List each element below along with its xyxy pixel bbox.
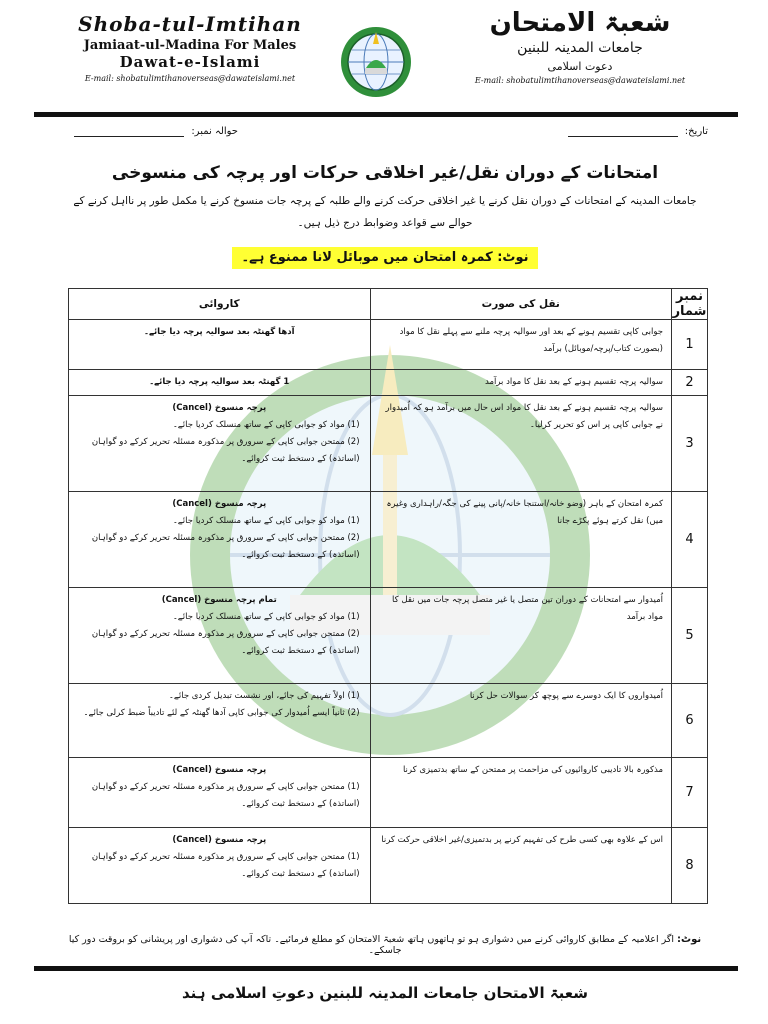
date-label: تاریخ: [684,126,708,137]
footer-organization: شعبۃ الامتحان جامعات المدینہ للبنین دعوتِ اسلامی ہند [182,984,588,1002]
row-action [69,684,371,758]
row-serial: 4 [672,492,708,588]
action-heading: پرچہ منسوخ (Cancel) [172,403,267,413]
table-header-row [69,289,708,320]
action-step: (1) اولاً تفہیم کی جائے، اور نشست تبدیل کردی جائے۔ [168,691,360,701]
header-action: کاروائی [69,289,371,320]
ur-title: شعبۃ الامتحان [489,8,671,38]
action-heading: تمام پرچہ منسوخ (Cancel) [161,595,277,605]
row-case: اُمیدواروں کا ایک دوسرے سے پوچھ کر سوالات حل کرنا [370,684,671,758]
row-action [69,396,371,492]
row-action [69,758,371,828]
table-row [69,320,708,370]
action-step: (1) ممتحن جوابی کاپی کے سرورق پر مذکورہ مسئلہ تحریر کرکے دو گواہان (اساتذہ) کے دستخط ثبت کروائے۔ [91,782,360,809]
action-heading: پرچہ منسوخ (Cancel) [172,835,267,845]
ur-email: E-mail: shobatulimtihanoverseas@dawateislami.net [474,76,686,85]
reference-field [74,126,238,137]
letterhead-english [50,12,330,83]
action-heading: آدھا گھنٹہ بعد سوالیہ پرچہ دیا جائے۔ [143,327,295,337]
footnote-label: نوٹ: [677,934,702,945]
footer-divider [34,966,738,971]
row-case: جوابی کاپی تقسیم ہونے کے بعد اور سوالیہ پرچہ ملنے سے پہلے نقل کا مواد (بصورت کتاب/پرچہ/موبائل) برآمد [370,320,671,370]
row-action [69,320,371,370]
table-row [69,588,708,684]
ur-organization: دعوت اسلامی [547,60,613,73]
footnote-text: اگر اعلامیہ کے مطابق کاروائی کرنے میں دشواری ہو تو ہاتھوں ہاتھ شعبۃ الامتحان کو مطلع فرمائیے۔ تاکہ آپ کی دشواری اور پریشانی کو بروقت دور کیا جاسکے۔ [68,934,675,956]
row-serial: 7 [672,758,708,828]
row-serial: 8 [672,828,708,904]
intro-paragraph: جامعات المدینہ کے امتحانات کے دوران نقل کرنے یا غیر اخلاقی حرکت کرنے والے طلبہ کے پرچہ جات منسوخ کرنے یا مکمل طور پر نااہل کرنے کے حوالے سے قواعد وضوابط درج ذیل ہیں۔ [73,195,697,229]
reference-label: حوالہ نمبر: [191,126,238,137]
row-serial: 6 [672,684,708,758]
action-heading: 1 گھنٹہ بعد سوالیہ پرچہ دیا جائے۔ [149,377,290,387]
row-serial: 1 [672,320,708,370]
row-serial: 5 [672,588,708,684]
table-row [69,828,708,904]
row-case: سوالیہ پرچہ تقسیم ہونے کے بعد نقل کا مواد اس حال میں برآمد ہو کہ اُمیدوار نے جوابی کاپی پر اس کو تحریر کرلیا۔ [370,396,671,492]
document-title: امتحانات کے دوران نقل/غیر اخلاقی حرکات اور پرچہ کی منسوخی [111,163,659,183]
rules-table [68,288,708,904]
row-case: اس کے علاوہ بھی کسی طرح کی تفہیم کرنے پر بدتمیزی/غیر اخلاقی حرکت کرنا [370,828,671,904]
action-step: (1) مواد کو جوابی کاپی کے ساتھ منسلک کردیا جائے۔ [172,420,360,430]
header-divider [34,112,738,117]
en-email: E-mail: shobatulimtihanoverseas@dawateislami.net [84,74,296,83]
date-field [568,126,708,137]
action-heading: پرچہ منسوخ (Cancel) [172,765,267,775]
reference-blank-line [74,136,184,137]
globe-logo-icon [340,22,412,100]
row-case: اُمیدوار سے امتحانات کے دوران تین متصل یا غیر متصل پرچہ جات میں نقل کا مواد برآمد [370,588,671,684]
letterhead-urdu [440,8,720,85]
en-title: Shoba-tul-Imtihan [78,12,302,36]
action-step: (2) ثانیاً ایسے اُمیدوار کی جوابی کاپی آدھا گھنٹہ کے لئے تادیباً ضبط کرلی جائے۔ [83,708,360,718]
action-step: (2) ممتحن جوابی کاپی کے سرورق پر مذکورہ مسئلہ تحریر کرکے دو گواہان (اساتذہ) کے دستخط ثبت کروائے۔ [91,629,360,656]
table-row [69,396,708,492]
row-action [69,828,371,904]
footnote [60,934,710,956]
row-case: سوالیہ پرچہ تقسیم ہونے کے بعد نقل کا مواد برآمد [370,370,671,396]
row-action [69,588,371,684]
ur-subtitle: جامعات المدینہ للبنین [517,40,643,56]
en-organization: Dawat-e-Islami [119,53,261,71]
table-row [69,370,708,396]
row-case: کمرہ امتحان کے باہر (وضو خانہ/استنجا خانہ/پانی پینے کی جگہ/راہداری وغیرہ میں) نقل کرتے ہوئے پکڑے جانا [370,492,671,588]
row-action [69,370,371,396]
action-step: (1) ممتحن جوابی کاپی کے سرورق پر مذکورہ مسئلہ تحریر کرکے دو گواہان (اساتذہ) کے دستخط ثبت کروائے۔ [91,852,360,879]
en-subtitle: Jamiaat-ul-Madina For Males [83,38,297,53]
action-step: (1) مواد کو جوابی کاپی کے ساتھ منسلک کردیا جائے۔ [172,516,360,526]
row-serial: 2 [672,370,708,396]
table-row [69,758,708,828]
date-blank-line [568,136,678,137]
action-step: (2) ممتحن جوابی کاپی کے سرورق پر مذکورہ مسئلہ تحریر کرکے دو گواہان (اساتذہ) کے دستخط ثبت کروائے۔ [91,533,360,560]
row-serial: 3 [672,396,708,492]
header-case: نقل کی صورت [370,289,671,320]
mobile-ban-note: نوٹ: کمرہ امتحان میں موبائل لانا ممنوع ہے۔ [232,247,538,269]
table-row [69,684,708,758]
letterhead [0,0,768,112]
action-heading: پرچہ منسوخ (Cancel) [172,499,267,509]
row-action [69,492,371,588]
table-row [69,492,708,588]
action-step: (1) مواد کو جوابی کاپی کے ساتھ منسلک کردیا جائے۔ [172,612,360,622]
header-serial: نمبر شمار [672,289,707,319]
action-step: (2) ممتحن جوابی کاپی کے سرورق پر مذکورہ مسئلہ تحریر کرکے دو گواہان (اساتذہ) کے دستخط ثبت کروائے۔ [91,437,360,464]
row-case: مذکورہ بالا تادیبی کاروائیوں کی مزاحمت پر ممتحن کے ساتھ بدتمیزی کرنا [370,758,671,828]
